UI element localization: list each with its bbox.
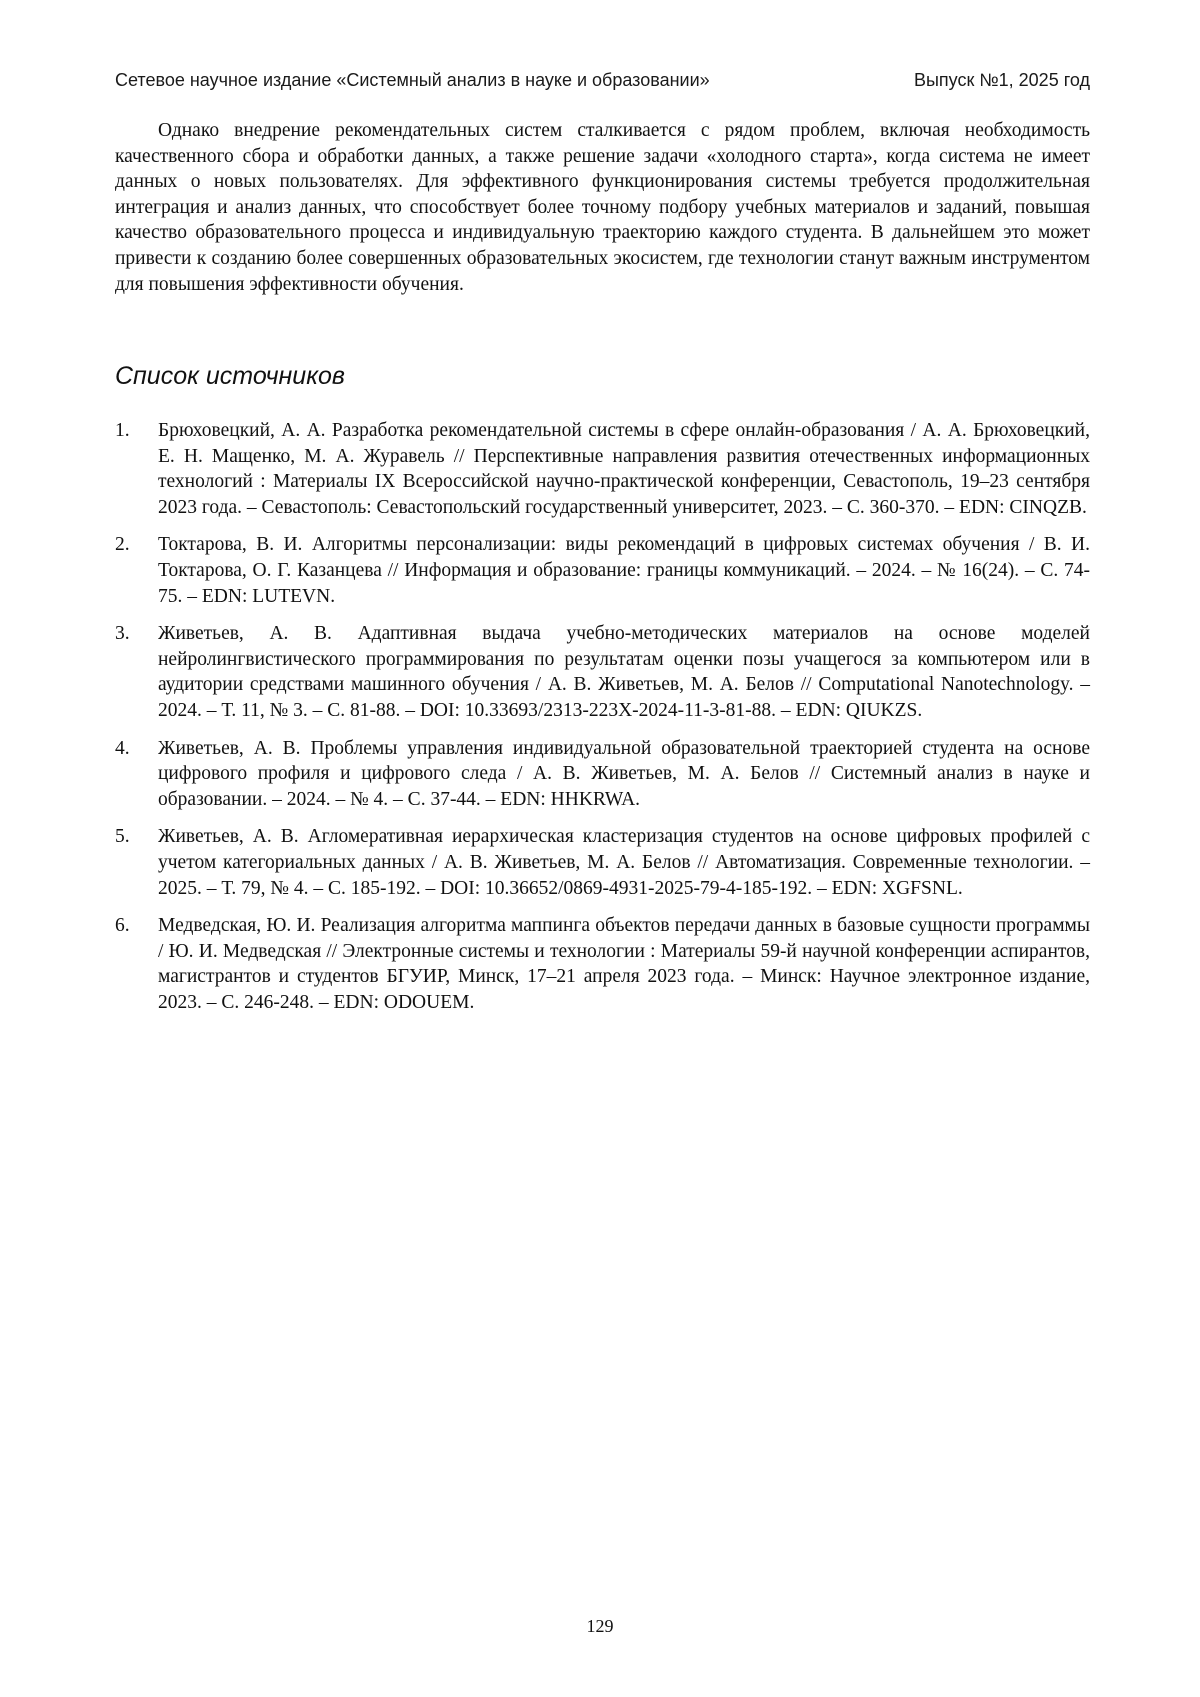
reference-number: 4. xyxy=(115,736,158,813)
reference-number: 1. xyxy=(115,418,158,520)
reference-number: 3. xyxy=(115,621,158,723)
reference-item xyxy=(115,418,1090,520)
running-header xyxy=(115,70,1090,91)
journal-title: Сетевое научное издание «Системный анализ в науке и образовании» xyxy=(115,70,710,91)
reference-text: Живетьев, А. В. Адаптивная выдача учебно-методических материалов на основе моделей нейролингвистического программирования по результатам оценки позы учащегося за компьютером или в аудитории средствами машинного обучения / А. В. Живетьев, М. А. Белов // Computational Nanotechnology. – 2024. – Т. 11, № 3. – С. 81-88. – DOI: 10.33693/2313-223X-2024-11-3-81-88. – EDN: QIUKZS. xyxy=(158,621,1090,723)
reference-number: 5. xyxy=(115,824,158,901)
reference-text: Брюховецкий, А. А. Разработка рекомендательной системы в сфере онлайн-образования / А. А. Брюховецкий, Е. Н. Мащенко, М. А. Журавель // Перспективные направления развития отечественных информационных технологий : Материалы IX Всероссийской научно-практической конференции, Севастополь, 19–23 сентября 2023 года. – Севастополь: Севастопольский государственный университет, 2023. – С. 360-370. – EDN: CINQZB. xyxy=(158,418,1090,520)
page-number: 129 xyxy=(0,1616,1200,1637)
reference-item xyxy=(115,621,1090,723)
reference-item xyxy=(115,532,1090,609)
body-paragraph: Однако внедрение рекомендательных систем сталкивается с рядом проблем, включая необходимость качественного сбора и обработки данных, а также решение задачи «холодного старта», когда система не имеет данных о новых пользователях. Для эффективного функционирования системы требуется продолжительная интеграция и анализ данных, что способствует более точному подбору учебных материалов и заданий, повышая качество образовательного процесса и индивидуальную траекторию каждого студента. В дальнейшем это может привести к созданию более совершенных образовательных экосистем, где технологии станут важным инструментом для повышения эффективности обучения. xyxy=(115,118,1090,297)
reference-list xyxy=(115,418,1090,1027)
reference-item xyxy=(115,824,1090,901)
document-page xyxy=(0,0,1200,1697)
reference-text: Медведская, Ю. И. Реализация алгоритма маппинга объектов передачи данных в базовые сущности программы / Ю. И. Медведская // Электронные системы и технологии : Материалы 59-й научной конференции аспирантов, магистрантов и студентов БГУИР, Минск, 17–21 апреля 2023 года. – Минск: Научное электронное издание, 2023. – С. 246-248. – EDN: ODOUEM. xyxy=(158,913,1090,1015)
references-heading: Список источников xyxy=(115,362,345,391)
reference-number: 2. xyxy=(115,532,158,609)
issue-label: Выпуск №1, 2025 год xyxy=(914,70,1090,91)
reference-text: Токтарова, В. И. Алгоритмы персонализации: виды рекомендаций в цифровых системах обучения / В. И. Токтарова, О. Г. Казанцева // Информация и образование: границы коммуникаций. – 2024. – № 16(24). – С. 74-75. – EDN: LUTEVN. xyxy=(158,532,1090,609)
reference-item xyxy=(115,913,1090,1015)
reference-text: Живетьев, А. В. Агломеративная иерархическая кластеризация студентов на основе цифровых профилей с учетом категориальных данных / А. В. Живетьев, М. А. Белов // Автоматизация. Современные технологии. – 2025. – Т. 79, № 4. – С. 185-192. – DOI: 10.36652/0869-4931-2025-79-4-185-192. – EDN: XGFSNL. xyxy=(158,824,1090,901)
reference-number: 6. xyxy=(115,913,158,1015)
reference-item xyxy=(115,736,1090,813)
reference-text: Живетьев, А. В. Проблемы управления индивидуальной образовательной траекторией студента на основе цифрового профиля и цифрового следа / А. В. Живетьев, М. А. Белов // Системный анализ в науке и образовании. – 2024. – № 4. – С. 37-44. – EDN: HHKRWA. xyxy=(158,736,1090,813)
